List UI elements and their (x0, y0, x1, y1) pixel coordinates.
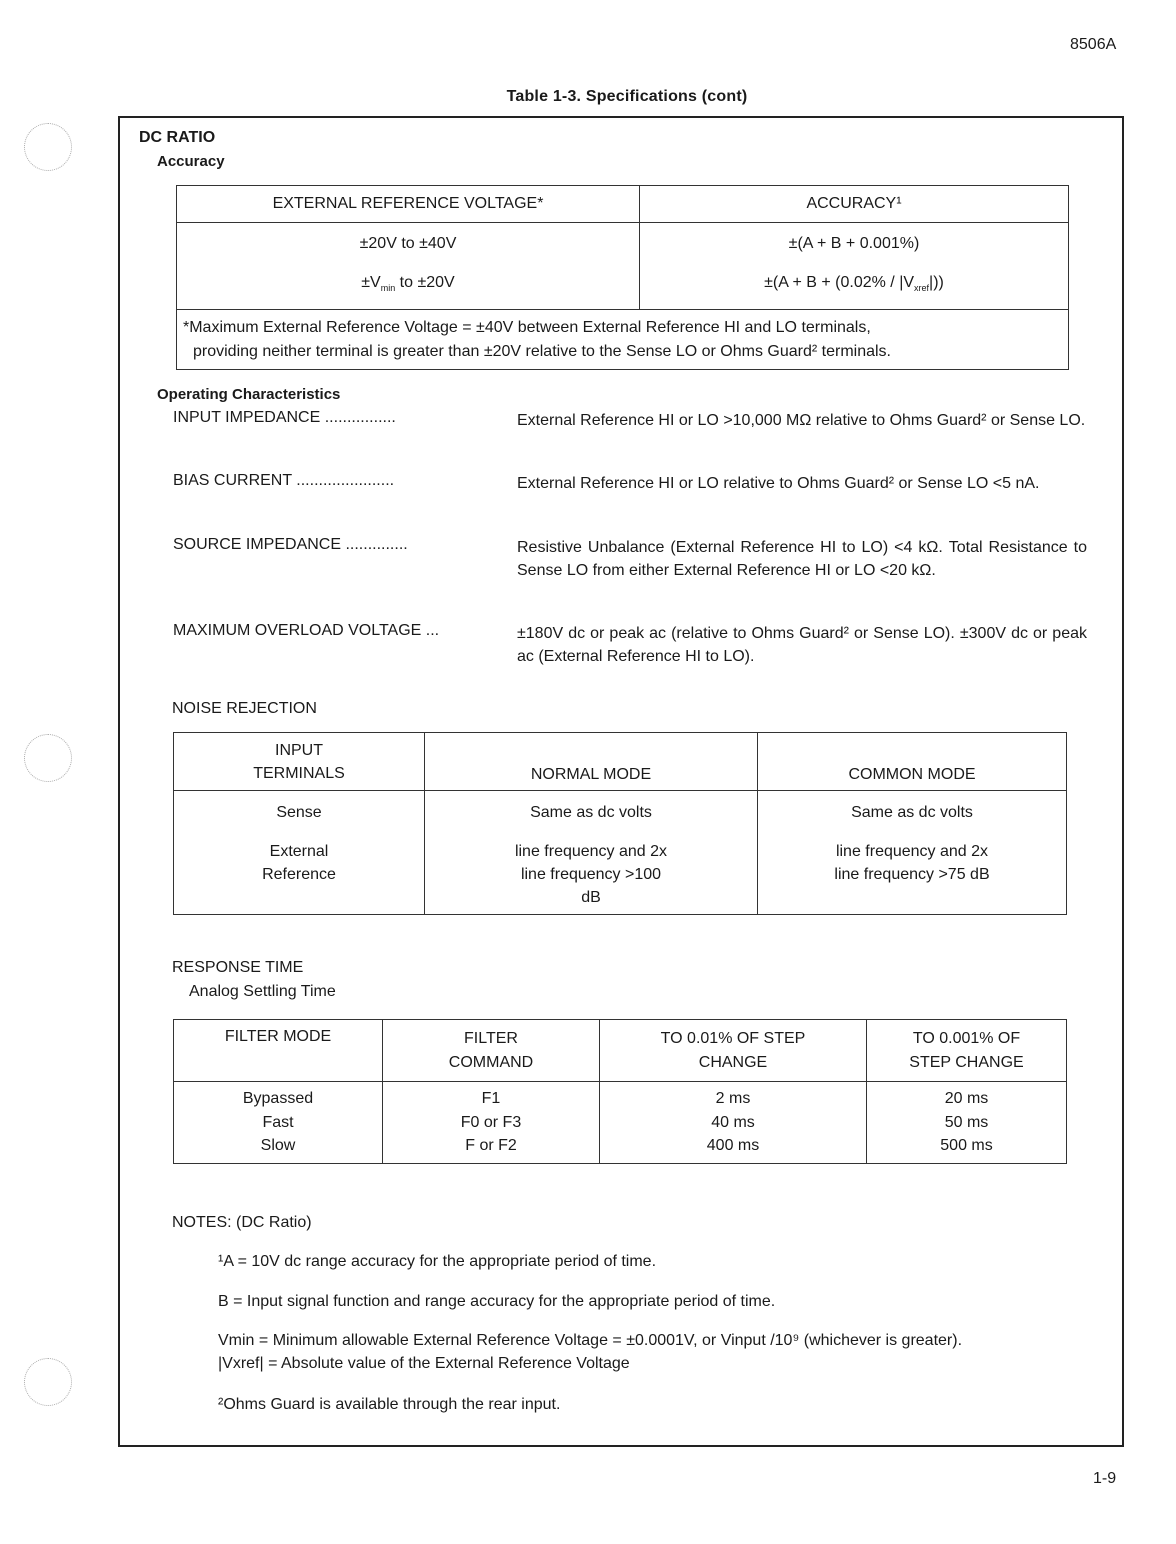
note-item: B = Input signal function and range accuracy for the appropriate period of time. (218, 1293, 776, 1310)
spec-value: External Reference HI or LO relative to Ohms Guard² or Sense LO <5 nA. (517, 475, 1040, 492)
table-cell: $\pm V_{min}$ to ±20V (361, 274, 455, 294)
spec-label: SOURCE IMPEDANCE .............. (173, 536, 408, 553)
table-cell: 400 ms (706, 1137, 760, 1155)
table-cell: F or F2 (465, 1137, 517, 1155)
spec-value: External Reference HI or LO >10,000 MΩ relative to Ohms Guard² or Sense LO. (517, 412, 1086, 429)
response-time-subheading: Analog Settling Time (189, 983, 336, 1000)
header-cell: TO 0.001% OF STEP CHANGE (867, 1020, 1067, 1082)
section-title: DC RATIO (139, 129, 216, 146)
header-cell: FILTER COMMAND (383, 1020, 600, 1082)
table-cell: 50 ms (944, 1113, 989, 1131)
table-cell: ±20V to ±40V (359, 235, 457, 252)
table-cell: ±(A + B + 0.001%) (788, 235, 920, 252)
page-number: 1-9 (1093, 1470, 1117, 1487)
table-cell: External Reference (262, 843, 336, 883)
note-item: ²Ohms Guard is available through the rear input. (218, 1396, 561, 1413)
table-cell: 500 ms (940, 1137, 993, 1155)
header-cell: TO 0.01% OF STEP CHANGE (600, 1020, 867, 1082)
spec-label: MAXIMUM OVERLOAD VOLTAGE ... (173, 622, 440, 639)
note-item: ¹A = 10V dc range accuracy for the appropriate period of time. (218, 1253, 657, 1270)
table-cell: Fast (262, 1113, 294, 1131)
punch-hole-icon (24, 123, 72, 171)
note-item: Vmin = Minimum allowable External Reference Voltage = ±0.0001V, or Vinput /10⁹ (whichever is greater). (218, 1332, 963, 1349)
header-cell: NORMAL MODE (425, 733, 758, 791)
table-cell: Same as dc volts (851, 804, 973, 821)
spec-value: Resistive Unbalance (External Reference HI to LO) <4 kΩ. Total Resistance to Sense LO from either External Reference HI or LO <20 kΩ. (517, 539, 1087, 579)
table-cell: F1 (481, 1090, 501, 1108)
notes-heading: NOTES: (DC Ratio) (172, 1214, 312, 1231)
table-cell: Same as dc volts (530, 804, 652, 821)
table-cell: 2 ms (715, 1090, 751, 1108)
accuracy-table (176, 185, 1069, 370)
header-cell: INPUT TERMINALS (174, 733, 425, 791)
note-item: |Vxref| = Absolute value of the External Reference Voltage (218, 1355, 630, 1372)
header-cell: COMMON MODE (758, 733, 1067, 791)
spec-label: BIAS CURRENT ...................... (173, 472, 395, 489)
noise-rejection-table (173, 732, 1067, 915)
table-cell: Sense (276, 804, 322, 821)
response-time-heading: RESPONSE TIME (172, 959, 304, 976)
table-cell: 40 ms (711, 1113, 755, 1131)
table-cell: 20 ms (944, 1090, 989, 1108)
noise-rejection-heading: NOISE REJECTION (172, 700, 317, 717)
document-id: 8506A (1070, 36, 1117, 53)
header-cell: ACCURACY¹ (640, 186, 1069, 223)
header-cell: FILTER MODE (174, 1020, 383, 1082)
footnote: *Maximum External Reference Voltage = ±40V between External Reference HI and LO terminals, (183, 318, 871, 336)
spec-label: INPUT IMPEDANCE ................ (173, 409, 396, 426)
table-cell: Slow (260, 1137, 296, 1155)
table-cell: F0 or F3 (460, 1113, 522, 1131)
response-time-table (173, 1019, 1067, 1164)
table-cell: line frequency and 2x line frequency >100 dB (514, 843, 668, 906)
punch-hole-icon (24, 734, 72, 782)
accuracy-heading: Accuracy (157, 153, 225, 170)
punch-hole-icon (24, 1358, 72, 1406)
operating-heading: Operating Characteristics (157, 386, 341, 403)
table-title: Table 1-3. Specifications (cont) (506, 88, 748, 105)
table-cell: line frequency and 2x line frequency >75 dB (834, 843, 990, 883)
spec-value: ±180V dc or peak ac (relative to Ohms Guard² or Sense LO). ±300V dc or peak ac (External Reference HI to LO). (517, 625, 1087, 665)
table-cell: $\pm(A + B + (0.02\% / |V_{xref}|))$ (764, 274, 944, 294)
footnote: providing neither terminal is greater than ±20V relative to the Sense LO or Ohms Guard² terminals. (193, 342, 891, 360)
header-cell: EXTERNAL REFERENCE VOLTAGE* (177, 186, 640, 223)
table-cell: Bypassed (242, 1090, 314, 1108)
